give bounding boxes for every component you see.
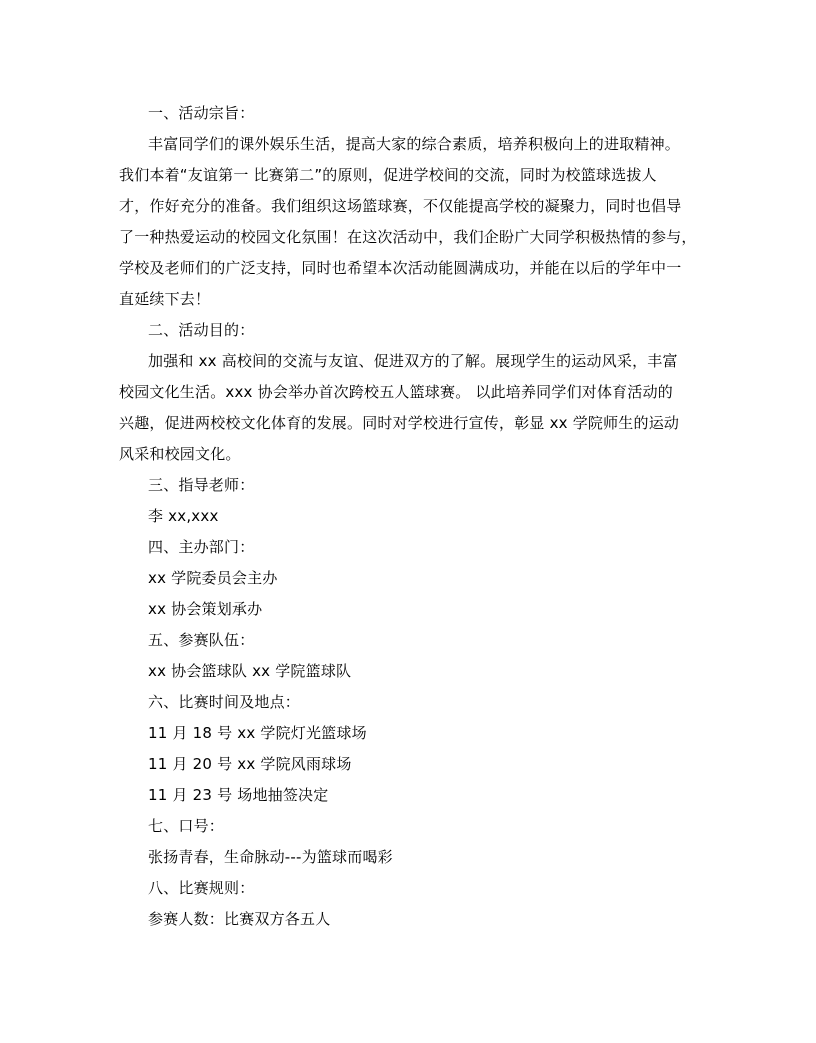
section-heading-purpose: 一、活动宗旨： <box>148 104 255 122</box>
schedule-line: 11 月 20 号 xx 学院风雨球场 <box>148 755 352 773</box>
paragraph-line: 才，作好充分的准备。我们组织这场篮球赛，不仅能提高学校的凝聚力，同时也倡导 <box>119 197 682 215</box>
paragraph-line: 校园文化生活。xxx 协会举办首次跨校五人篮球赛。 以此培养同学们对体育活动的 <box>119 383 673 401</box>
section-heading-goal: 二、活动目的： <box>148 321 255 339</box>
paragraph-line: 加强和 xx 高校间的交流与友谊、促进双方的了解。展现学生的运动风采，丰富 <box>148 352 678 370</box>
paragraph-line: 兴趣，促进两校校文化体育的发展。同时对学校进行宣传，彰显 xx 学院师生的运动 <box>119 414 680 432</box>
section-heading-slogan: 七、口号： <box>148 817 225 835</box>
section-heading-teams: 五、参赛队伍： <box>148 631 255 649</box>
organizer-line: xx 协会策划承办 <box>148 600 263 618</box>
document-body <box>119 98 708 935</box>
paragraph-line: 我们本着“友谊第一 比赛第二”的原则，促进学校间的交流，同时为校篮球选拔人 <box>119 166 657 184</box>
organizer-line: xx 学院委员会主办 <box>148 569 278 587</box>
section-heading-organizer: 四、主办部门： <box>148 538 255 556</box>
paragraph-line: 丰富同学们的课外娱乐生活，提高大家的综合素质，培养积极向上的进取精神。 <box>148 135 681 153</box>
advisor-names: 李 xx,xxx <box>148 507 219 525</box>
paragraph-line: 风采和校园文化。 <box>119 445 241 463</box>
rules-line: 参赛人数：比赛双方各五人 <box>148 910 331 928</box>
section-heading-rules: 八、比赛规则： <box>148 879 255 897</box>
paragraph-line: 直延续下去！ <box>119 290 211 308</box>
section-body-goal <box>119 346 708 470</box>
schedule-line: 11 月 23 号 场地抽签决定 <box>148 786 329 804</box>
teams-line: xx 协会篮球队 xx 学院篮球队 <box>148 662 352 680</box>
slogan-line: 张扬青春，生命脉动---为篮球而喝彩 <box>148 848 393 866</box>
section-heading-schedule: 六、比赛时间及地点： <box>148 693 301 711</box>
section-heading-advisor: 三、指导老师： <box>148 476 255 494</box>
paragraph-line: 了一种热爱运动的校园文化氛围！在这次活动中，我们企盼广大同学积极热情的参与， <box>119 228 697 246</box>
schedule-line: 11 月 18 号 xx 学院灯光篮球场 <box>148 724 367 742</box>
section-body-purpose <box>119 129 708 315</box>
paragraph-line: 学校及老师们的广泛支持，同时也希望本次活动能圆满成功，并能在以后的学年中一 <box>119 259 682 277</box>
